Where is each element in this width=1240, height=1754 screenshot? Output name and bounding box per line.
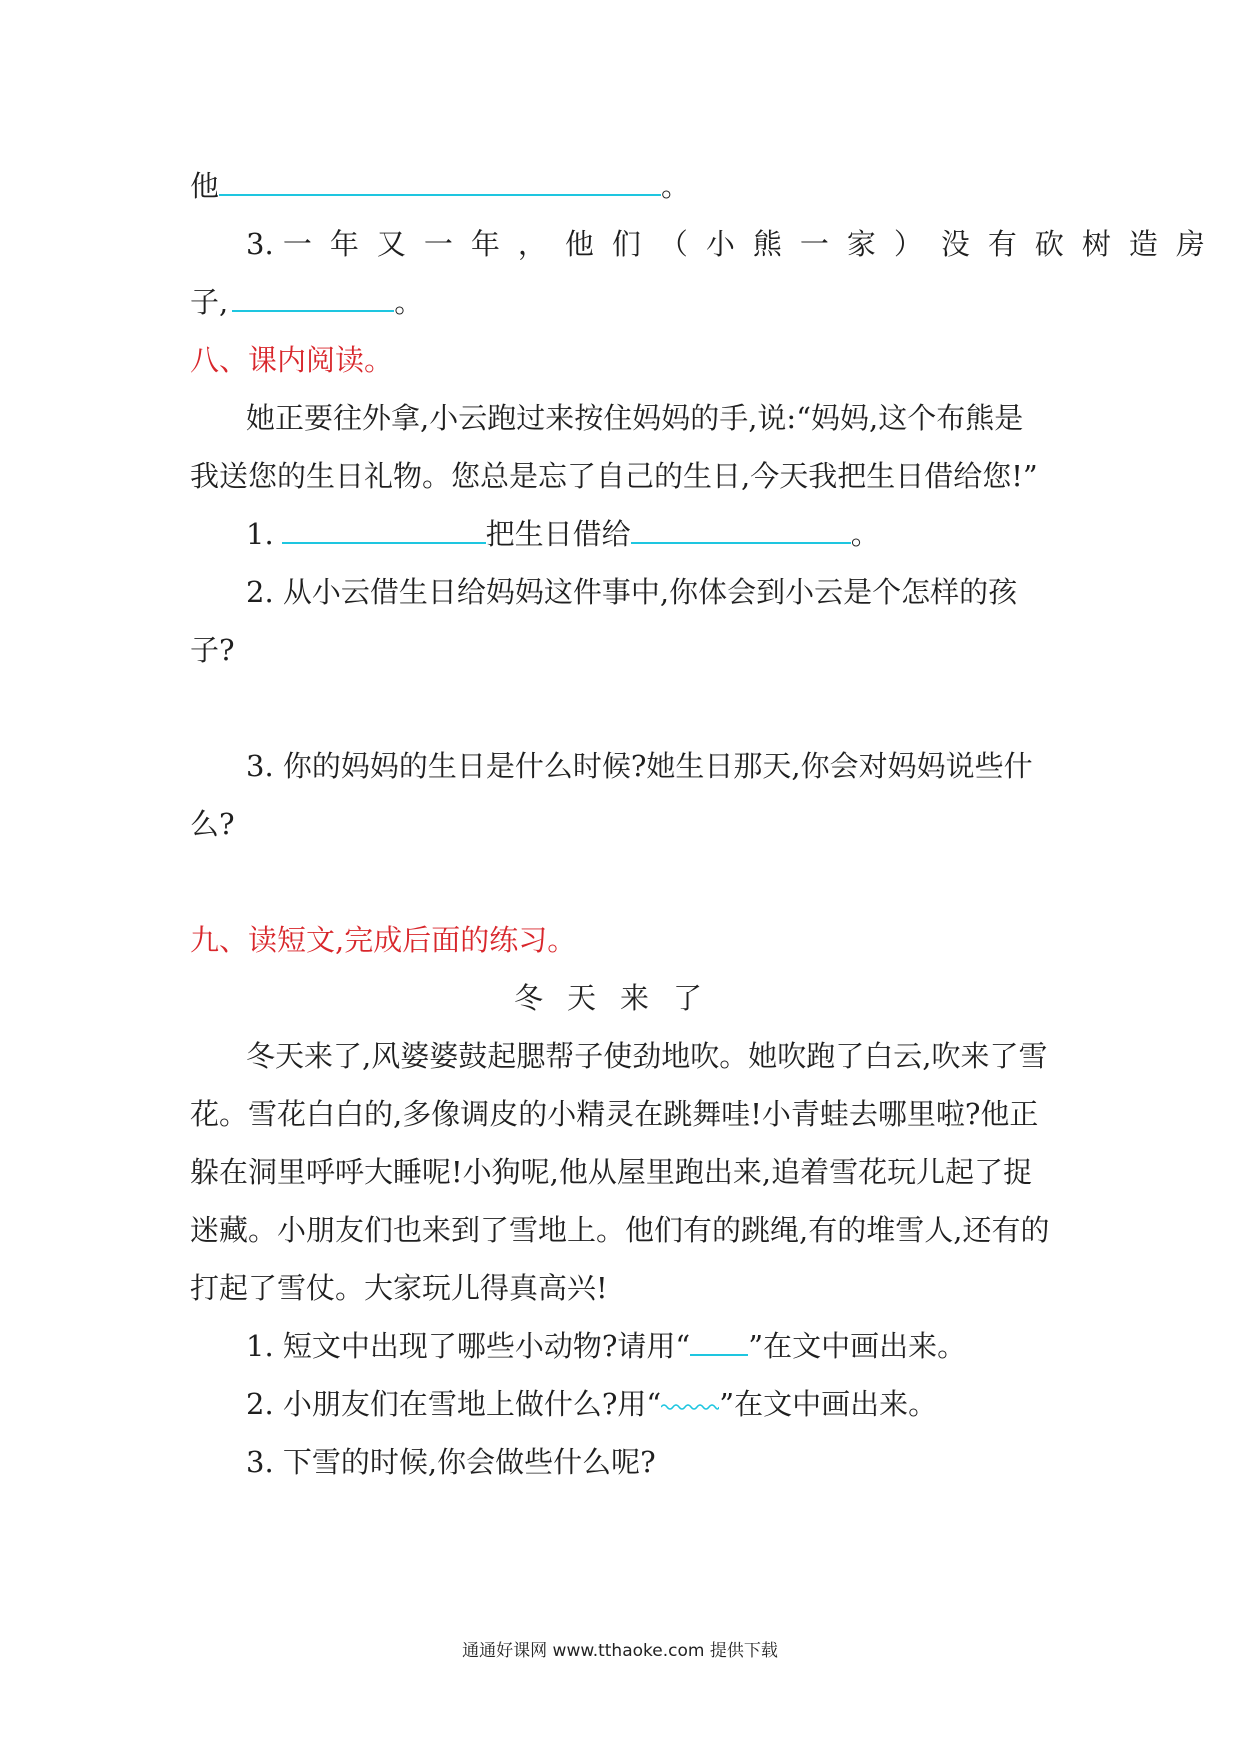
straight-underline-mark [690, 1332, 748, 1356]
s9-question2 [246, 1384, 937, 1424]
passage-line5: 打起了雪仗。大家玩儿得真高兴! [190, 1271, 608, 1305]
section-8-heading: 八、课内阅读。 [190, 343, 394, 377]
s8-q1-number: 1. [246, 517, 274, 551]
q7-line3 [190, 282, 423, 322]
answer-blank[interactable] [631, 514, 851, 544]
q7-line1 [190, 166, 690, 206]
q7-item3-text: 一年又一年，他们（小熊一家）没有砍树造房 [282, 227, 1223, 261]
q7-line3-start: 子, [190, 285, 229, 319]
s8-question2-line1: 2. 从小云借生日给妈妈这件事中,你体会到小云是个怎样的孩 [246, 575, 1018, 609]
q7-item3-number: 3. [246, 227, 274, 261]
footer-credit: 通通好课网 www.tthaoke.com 提供下载 [462, 1641, 778, 1661]
s8-question3-line2: 么? [190, 807, 235, 841]
s9-question1 [246, 1326, 966, 1366]
answer-blank[interactable] [219, 166, 661, 196]
passage-line3: 躲在洞里呼呼大睡呢!小狗呢,他从屋里跑出来,追着雪花玩儿起了捉 [190, 1155, 1033, 1189]
q7-line1-end: 。 [661, 169, 691, 203]
passage-line1: 冬天来了,风婆婆鼓起腮帮子使劲地吹。她吹跑了白云,吹来了雪 [246, 1039, 1048, 1073]
s9-q1-text-a: 1. 短文中出现了哪些小动物?请用“ [246, 1329, 691, 1363]
answer-blank[interactable] [282, 514, 486, 544]
s8-question3-line1: 3. 你的妈妈的生日是什么时候?她生日那天,你会对妈妈说些什 [246, 749, 1033, 783]
wavy-underline-mark [661, 1401, 719, 1411]
s8-passage-line1: 她正要往外拿,小云跑过来按住妈妈的手,说:“妈妈,这个布熊是 [246, 401, 1024, 435]
passage-line4: 迷藏。小朋友们也来到了雪地上。他们有的跳绳,有的堆雪人,还有的 [190, 1213, 1050, 1247]
section-9-heading: 九、读短文,完成后面的练习。 [190, 923, 577, 957]
s9-question3: 3. 下雪的时候,你会做些什么呢? [246, 1445, 656, 1479]
q7-item3 [246, 224, 1223, 264]
s8-question2-line2: 子? [190, 633, 235, 667]
s8-question1 [246, 514, 880, 554]
s8-q1-mid: 把生日借给 [485, 517, 631, 551]
s8-q1-end: 。 [850, 517, 880, 551]
passage-line2: 花。雪花白白的,多像调皮的小精灵在跳舞哇!小青蛙去哪里啦?他正 [190, 1097, 1039, 1131]
s8-passage-line2: 我送您的生日礼物。您总是忘了自己的生日,今天我把生日借给您!” [190, 459, 1038, 493]
q7-line3-end: 。 [394, 285, 424, 319]
s9-q2-text-a: 2. 小朋友们在雪地上做什么?用“ [246, 1387, 662, 1421]
passage-title: 冬天来了 [513, 981, 726, 1015]
s9-q1-text-b: ”在文中画出来。 [748, 1329, 967, 1363]
q7-line1-start: 他 [190, 169, 220, 203]
answer-blank[interactable] [232, 282, 394, 312]
s9-q2-text-b: ”在文中画出来。 [719, 1387, 938, 1421]
